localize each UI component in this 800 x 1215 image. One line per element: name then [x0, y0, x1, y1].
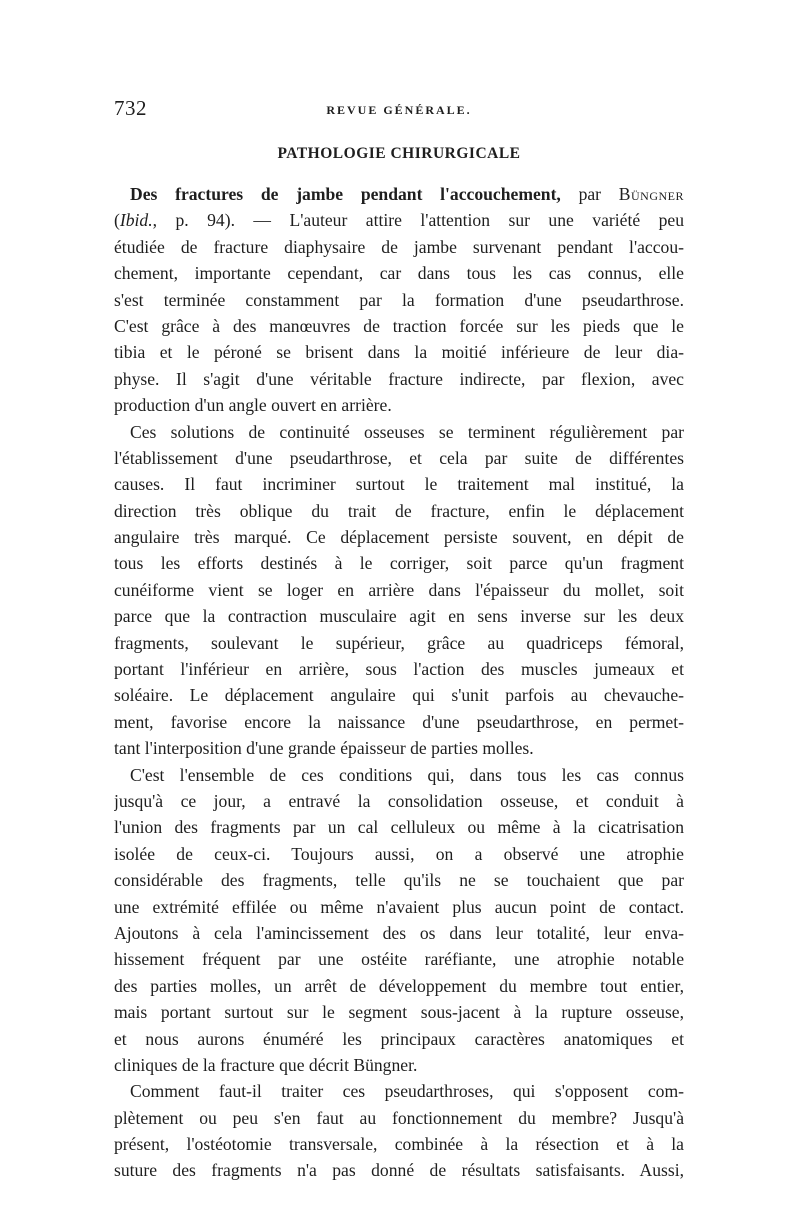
- text-line: portant l'inférieur en arrière, sous l'action des muscles jumeaux et: [114, 659, 684, 680]
- text-line: étudiée de fracture diaphysaire de jambe survenant pendant l'accou-: [114, 236, 684, 257]
- text-line: hissement fréquent par une ostéite raréfiante, une atrophie notable: [114, 949, 684, 970]
- text-line: Ajoutons à cela l'amincissement des os dans leur totalité, leur enva-: [114, 922, 684, 943]
- text-line: angulaire très marqué. Ce déplacement persiste souvent, en dépit de: [114, 527, 684, 548]
- text-line: physe. Il s'agit d'une véritable fracture indirecte, par flexion, avec: [114, 368, 684, 389]
- text-line: parce que la contraction musculaire agit en sens inverse sur les deux: [114, 606, 684, 627]
- text-line: isolée de ceux-ci. Toujours aussi, on a observé une atrophie: [114, 843, 684, 864]
- text-line: tant l'interposition d'une grande épaisseur de parties molles.: [114, 738, 534, 759]
- text-line: production d'un angle ouvert en arrière.: [114, 395, 392, 416]
- article-author: Büngner: [618, 184, 684, 204]
- text-line: et nous aurons énuméré les principaux caractères anatomiques et: [114, 1028, 684, 1049]
- text-line: direction très oblique du trait de fracture, enfin le déplacement: [114, 500, 684, 521]
- text-line: une extrémité effilée ou même n'avaient plus aucun point de contact.: [114, 896, 684, 917]
- text-line: jusqu'à ce jour, a entravé la consolidation osseuse, et conduit à: [114, 790, 684, 811]
- text-line: C'est grâce à des manœuvres de traction forcée sur les pieds que le: [114, 315, 684, 336]
- running-head: REVUE GÉNÉRALE.: [326, 103, 472, 117]
- reference-ibid: Ibid.: [119, 210, 153, 231]
- article-title: Des fractures de jambe pendant l'accouchement,: [130, 184, 561, 204]
- paragraph-2: [114, 419, 684, 762]
- text-line: Comment faut-il traiter ces pseudarthroses, qui s'opposent com-: [130, 1081, 684, 1102]
- page-header: [114, 96, 684, 126]
- text-line: tibia et le péroné se brisent dans la moitié inférieure de leur dia-: [114, 342, 684, 363]
- paragraph-1: [114, 181, 684, 419]
- text-line: cunéiforme vient se loger en arrière dans l'épaisseur du mollet, soit: [114, 579, 684, 600]
- reference-rest: , p. 94). — L'auteur attire l'attention sur une variété peu: [152, 210, 684, 231]
- text-line: considérable des fragments, telle qu'ils ne se touchaient que par: [114, 870, 684, 891]
- text-line: cliniques de la fracture que décrit Büngner.: [114, 1054, 418, 1075]
- text-line: l'établissement d'une pseudarthrose, et cela par suite de différentes: [114, 447, 684, 468]
- text-line: mais portant surtout sur le segment sous-jacent à la rupture osseuse,: [114, 1002, 684, 1023]
- text-line: C'est l'ensemble de ces conditions qui, dans tous les cas connus: [130, 764, 684, 785]
- text-line: suture des fragments n'a pas donné de résultats satisfaisants. Aussi,: [114, 1160, 684, 1181]
- text-line: fragments, soulevant le supérieur, grâce au quadriceps fémoral,: [114, 632, 684, 653]
- article-by: par: [578, 184, 602, 204]
- reference-open: (: [114, 210, 120, 231]
- text-line: plètement ou peu s'en faut au fonctionnement du membre? Jusqu'à: [114, 1107, 684, 1128]
- paragraph-3: [114, 762, 684, 1079]
- article-body: [114, 181, 684, 1184]
- text-line: l'union des fragments par un cal celluleux ou même à la cicatrisation: [114, 817, 684, 838]
- text-line: présent, l'ostéotomie transversale, combinée à la résection et à la: [114, 1134, 684, 1155]
- text-line: chement, importante cependant, car dans tous les cas connus, elle: [114, 263, 684, 284]
- text-line: Ces solutions de continuité osseuses se terminent régulièrement par: [130, 421, 684, 442]
- text-line: s'est terminée constamment par la formation d'une pseudarthrose.: [114, 289, 684, 310]
- article-title-line: [114, 181, 684, 207]
- text-line: des parties molles, un arrêt de développement du membre tout entier,: [114, 975, 684, 996]
- text-line: causes. Il faut incriminer surtout le traitement mal institué, la: [114, 474, 684, 495]
- article-reference-line: [114, 207, 684, 233]
- text-line: tous les efforts destinés à le corriger, soit parce qu'un fragment: [114, 553, 684, 574]
- text-line: ment, favorise encore la naissance d'une pseudarthrose, en permet-: [114, 711, 684, 732]
- paragraph-4: [114, 1078, 684, 1184]
- page-number: 732: [114, 96, 147, 120]
- section-title: PATHOLOGIE CHIRURGICALE: [277, 145, 521, 162]
- text-line: soléaire. Le déplacement angulaire qui s'unit parfois au chevauche-: [114, 685, 684, 706]
